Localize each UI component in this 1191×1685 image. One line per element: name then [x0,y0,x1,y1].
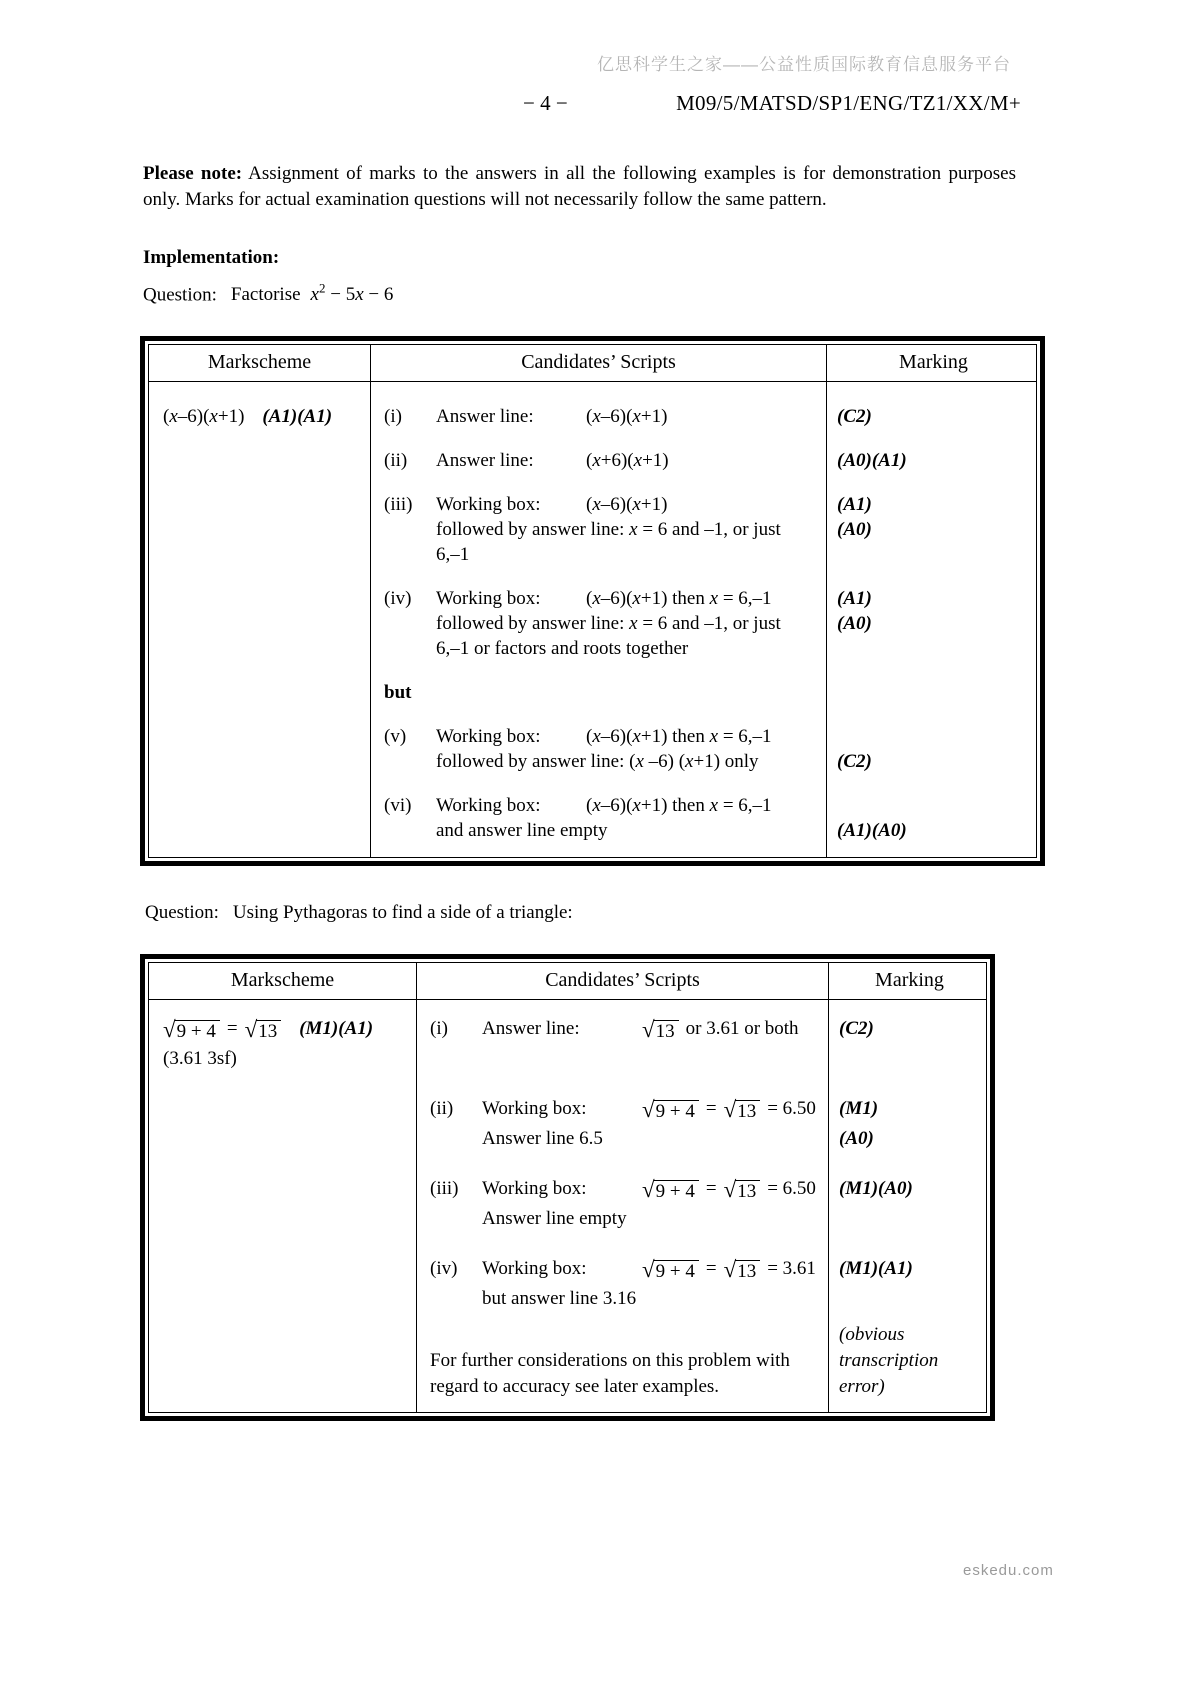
please-note-label: Please note: [143,163,243,184]
script-cell [417,1286,829,1312]
script-continuation: followed by answer line: (x –6) (x+1) only [436,751,759,773]
script-continuation: Answer line 6.5 [482,1128,603,1150]
marking-cell [827,586,1040,611]
script-cell [417,1176,829,1206]
sqrt-expression [723,1097,761,1123]
script-cell [417,1348,829,1374]
script-continuation: but answer line 3.16 [482,1288,637,1310]
marking-note: error) [839,1376,885,1398]
table-row [149,818,1036,843]
question-2-label: Question: [145,902,219,924]
table-row [149,1206,986,1232]
table-row [149,793,1036,818]
radical-sign: √ [642,1257,655,1283]
table-row [149,382,1036,404]
item-number: (iv) [384,588,412,610]
script-label: Working box: [436,588,541,610]
marking-cell [829,1096,990,1126]
radicand: 9 + 4 [654,1260,699,1282]
radical-sign: √ [723,1097,737,1123]
script-continuation: and answer line empty [436,820,608,842]
table-row [149,1176,986,1206]
equals-sign: = [705,1098,717,1120]
table-row [149,1400,986,1412]
marking-value: (A1)(A0) [837,820,907,842]
script-label: Working box: [436,494,541,516]
marking-note: (obvious [839,1324,905,1346]
radicand: 13 [735,1260,760,1282]
marking-cell [829,1126,990,1152]
table-row [149,636,1036,661]
table-row [149,774,1036,793]
script-continuation: Answer line empty [482,1208,627,1230]
radical-sign: √ [723,1257,737,1283]
script-cell [417,1374,829,1400]
table-row [149,1126,986,1152]
table-row [149,843,1036,857]
table-row [149,680,1036,705]
script-continuation: 6,–1 or factors and roots together [436,638,689,660]
sqrt-expression [642,1017,679,1043]
table-row [149,1232,986,1256]
table-row [149,492,1036,517]
markscheme-cell [149,1046,417,1072]
table-row [149,586,1036,611]
script-cell [371,724,827,749]
table-row [149,429,1036,448]
marking-value: (M1)(A1) [839,1258,913,1280]
table-row [149,1348,986,1374]
script-expression: (x–6)(x+1) [586,494,668,516]
markscheme-marks: (A1)(A1) [262,406,333,428]
script-cell [371,636,827,661]
script-cell [371,793,827,818]
radicand: 13 [735,1100,760,1122]
implementation-heading: Implementation: [143,247,280,268]
markscheme-note: (3.61 3sf) [163,1048,237,1070]
but-word: but [384,682,412,704]
formula-tail: = 6.50 [767,1098,816,1120]
table-row [149,1256,986,1286]
item-number: (i) [384,406,402,428]
column-header-marking: Marking [875,969,944,992]
script-cell [371,586,827,611]
table-row [149,1286,986,1312]
item-number: (ii) [430,1098,454,1120]
column-header-candidates-scripts: Candidates’ Scripts [371,345,827,381]
question-2 [145,902,1191,924]
document-code: M09/5/MATSD/SP1/ENG/TZ1/XX/M+ [676,91,1021,115]
script-cell [371,542,827,567]
formula-tail: or 3.61 or both [685,1018,799,1040]
column-header-candidates-scripts: Candidates’ Scripts [417,963,829,999]
sqrt-expression [723,1257,761,1283]
math-rest: − 5x − 6 [325,284,394,306]
marking-cell [827,448,1040,473]
script-continuation: followed by answer line: x = 6 and –1, or just [436,613,781,635]
markscheme-table-2 [140,954,995,1421]
markscheme-cell [149,1016,417,1046]
script-cell [417,1096,829,1126]
script-continuation: followed by answer line: x = 6 and –1, or just [436,519,781,541]
equals-sign: = [226,1018,238,1040]
marking-cell [827,404,1040,429]
script-label: Working box: [436,726,541,748]
script-cell [371,749,827,774]
script-cell [371,680,827,705]
marking-note: transcription [839,1350,939,1372]
page-header [0,91,1191,125]
script-cell [417,1126,829,1152]
table-row [149,567,1036,586]
script-cell [417,1206,829,1232]
table-inner-border [148,344,1037,858]
table-inner-border [148,962,987,1413]
table-row [149,705,1036,724]
item-number: (ii) [384,450,408,472]
marking-cell [829,1322,990,1348]
script-expression: (x–6)(x+1) [586,406,668,428]
please-note-paragraph [143,161,1016,213]
marking-value: (A1) [837,494,872,516]
script-cell [371,517,827,542]
table-header-row [149,963,986,1000]
math-exponent: 2 [318,281,326,296]
table-row [149,1312,986,1322]
script-label: Working box: [482,1258,587,1280]
table-row [149,473,1036,492]
column-header-markscheme: Markscheme [149,963,417,999]
script-cell [371,611,827,636]
script-label: Answer line: [436,450,534,472]
markscheme-expression: (x–6)(x+1) [163,406,245,428]
markscheme-cell [149,404,371,429]
item-number: (v) [384,726,407,748]
radicand: 13 [256,1020,281,1042]
table-row [149,517,1036,542]
sqrt-expression [244,1017,282,1043]
script-continuation: 6,–1 [436,544,470,566]
please-note-text: Assignment of marks to the answers in all the following examples is for demonstration purposes only. Marks for actual examination questions will not necessarily follow the same pattern. [143,163,1016,210]
marking-value: (A0)(A1) [837,450,907,472]
table-row [149,1046,986,1072]
page-number: − 4 − [523,91,568,115]
table-row [149,1000,986,1016]
question-1-expression [310,281,394,306]
formula-tail: = 3.61 [767,1258,816,1280]
table-header-row [149,345,1036,382]
marking-value: (A0) [839,1128,874,1150]
equals-sign: = [705,1258,717,1280]
marking-cell [829,1374,990,1400]
markscheme-table-1 [140,336,1045,866]
marking-cell [827,517,1040,542]
table-row [149,1374,986,1400]
question-1-prefix: Factorise [230,284,301,306]
radicand: 13 [654,1020,679,1042]
marking-value: (M1) [839,1098,879,1120]
marking-value: (C2) [837,406,872,428]
script-label: Working box: [436,795,541,817]
sqrt-expression [642,1177,699,1203]
table-row [149,611,1036,636]
column-header-marking: Marking [899,351,968,374]
item-number: (iv) [430,1258,458,1280]
table-row [149,1072,986,1096]
question-2-text: Using Pythagoras to find a side of a triangle: [232,902,573,924]
marking-cell [827,818,1040,843]
sqrt-expression [642,1097,699,1123]
script-cell [417,1256,829,1286]
question-1-label: Question: [143,284,217,306]
sqrt-expression [642,1257,699,1283]
script-expression: (x–6)(x+1) then x = 6,–1 [586,588,772,610]
table-row [149,1322,986,1348]
marking-cell [829,1016,990,1046]
script-label: Working box: [482,1178,587,1200]
script-expression: (x+6)(x+1) [586,450,669,472]
script-cell [371,448,827,473]
radicand: 9 + 4 [175,1020,220,1042]
column-header-markscheme: Markscheme [149,345,371,381]
radical-sign: √ [244,1017,258,1043]
sqrt-expression [163,1017,220,1043]
marking-cell [827,611,1040,636]
table-row [149,724,1036,749]
script-label: Answer line: [482,1018,580,1040]
radical-sign: √ [163,1017,176,1043]
footnote-line: For further considerations on this problem with [430,1350,790,1372]
table-row [149,542,1036,567]
script-expression: (x–6)(x+1) then x = 6,–1 [586,795,772,817]
item-number: (iii) [384,494,413,516]
table-row [149,1016,986,1046]
radical-sign: √ [642,1097,655,1123]
item-number: (i) [430,1018,448,1040]
item-number: (vi) [384,795,412,817]
table-row [149,404,1036,429]
marking-value: (A1) [837,588,872,610]
script-cell [371,404,827,429]
marking-cell [829,1348,990,1374]
radical-sign: √ [642,1177,655,1203]
marking-cell [827,492,1040,517]
script-cell [371,818,827,843]
marking-value: (M1)(A0) [839,1178,913,1200]
math-var: x [310,284,319,306]
marking-cell [829,1256,990,1286]
script-label: Working box: [482,1098,587,1120]
sqrt-expression [723,1177,761,1203]
script-label: Answer line: [436,406,534,428]
script-expression: (x–6)(x+1) then x = 6,–1 [586,726,772,748]
marking-value: (A0) [837,613,872,635]
radical-sign: √ [723,1177,737,1203]
watermark-chinese: 亿思科学生之家——公益性质国际教育信息服务平台 [597,55,1011,74]
table-row [149,1096,986,1126]
question-1 [143,281,1191,306]
marking-value: (C2) [839,1018,874,1040]
table-row [149,749,1036,774]
marking-value: (A0) [837,519,872,541]
marking-cell [827,749,1040,774]
footnote-line: regard to accuracy see later examples. [430,1376,720,1398]
table-row [149,1152,986,1176]
script-cell [417,1016,829,1046]
table-row [149,661,1036,680]
markscheme-marks: (M1)(A1) [299,1018,374,1040]
radicand: 9 + 4 [654,1180,699,1202]
item-number: (iii) [430,1178,459,1200]
radical-sign: √ [642,1017,655,1043]
radicand: 13 [735,1180,760,1202]
marking-cell [829,1176,990,1206]
radicand: 9 + 4 [654,1100,699,1122]
equals-sign: = [705,1178,717,1200]
table-row [149,448,1036,473]
marking-value: (C2) [837,751,872,773]
script-cell [371,492,827,517]
formula-tail: = 6.50 [767,1178,816,1200]
watermark-eskedu: eskedu.com [963,1562,1054,1579]
